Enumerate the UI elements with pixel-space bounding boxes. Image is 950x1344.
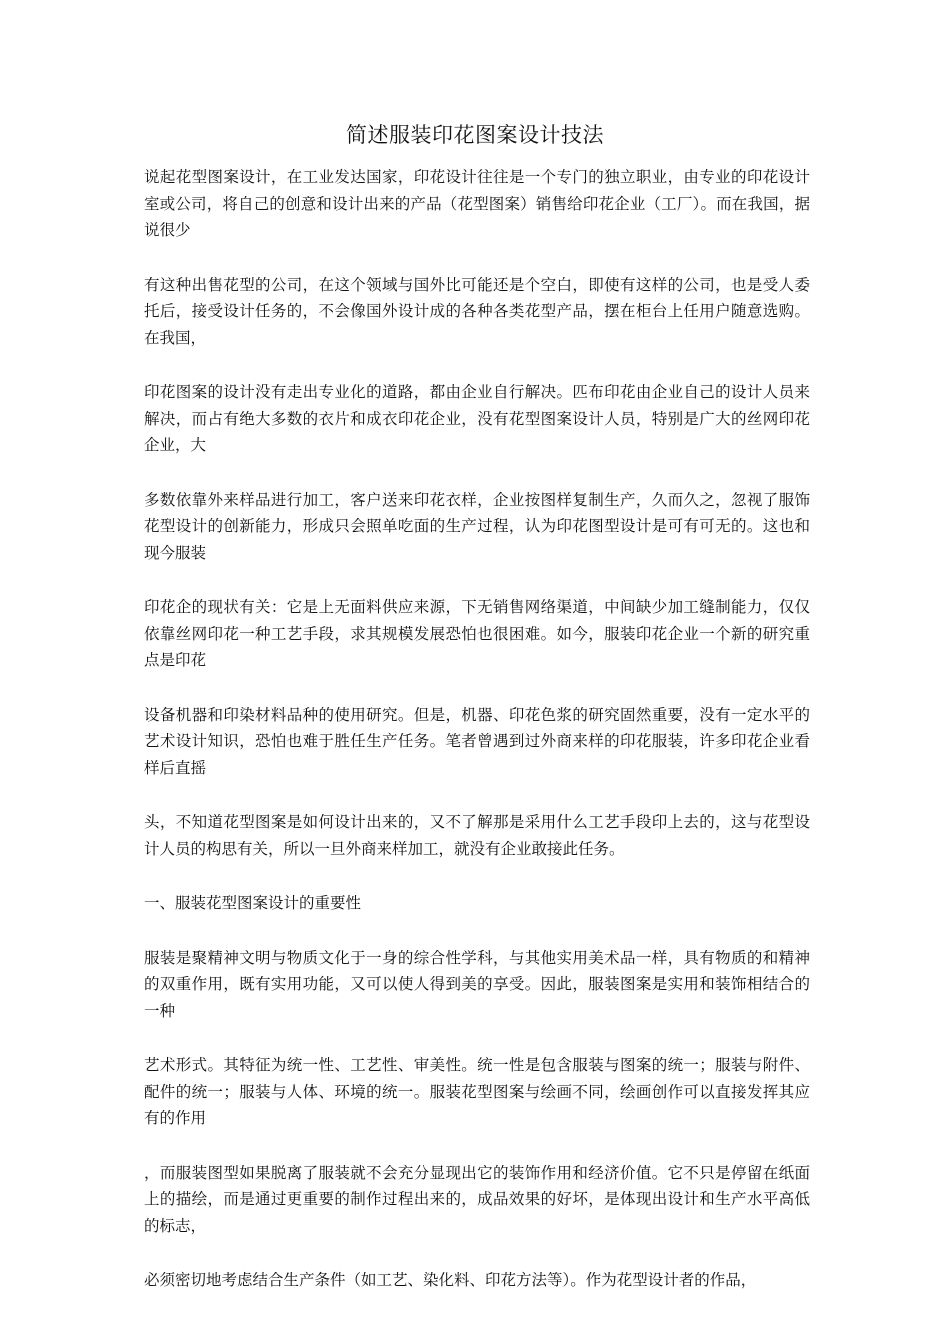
- paragraph: 头，不知道花型图案是如何设计出来的，又不了解那是采用什么工艺手段印上去的，这与花型设计人员的构思有关，所以一旦外商来样加工，就没有企业敢接此任务。: [144, 813, 810, 858]
- paragraph: 印花图案的设计没有走出专业化的道路，都由企业自行解决。匹布印花由企业自己的设计人员来解决，而占有绝大多数的衣片和成衣印花企业，没有花型图案设计人员，特别是广大的丝网印花企业，大: [144, 383, 810, 454]
- paragraph: 艺术形式。其特征为统一性、工艺性、审美性。统一性是包含服装与图案的统一；服装与附件、配件的统一；服装与人体、环境的统一。服装花型图案与绘画不同，绘画创作可以直接发挥其应有的作用: [144, 1056, 810, 1127]
- paragraph: ，而服装图型如果脱离了服装就不会充分显现出它的装饰作用和经济价值。它不只是停留在纸面上的描绘，而是通过更重要的制作过程出来的，成品效果的好坏，是体现出设计和生产水平高低的标志，: [144, 1163, 810, 1235]
- paragraph: 服装是聚精神文明与物质文化于一身的综合性学科，与其他实用美术品一样，具有物质的和精神的双重作用，既有实用功能，又可以使人得到美的享受。因此，服装图案是实用和装饰相结合的一种: [144, 948, 810, 1020]
- document-body: [144, 164, 810, 1322]
- paragraph: 多数依靠外来样品进行加工，客户送来印花衣样，企业按图样复制生产，久而久之，忽视了服饰花型设计的创新能力，形成只会照单吃面的生产过程，认为印花图型设计是可有可无的。这也和现今服装: [144, 490, 810, 562]
- paragraph: 必须密切地考虑结合生产条件（如工艺、染化料、印花方法等）。作为花型设计者的作品，: [144, 1271, 757, 1289]
- paragraph: 印花企的现状有关：它是上无面料供应来源，下无销售网络渠道，中间缺少加工缝制能力，仅仅依靠丝网印花一种工艺手段，求其规模发展恐怕也很困难。如今，服装印花企业一个新的研究重点是印花: [144, 598, 810, 669]
- document-title: 简述服装印花图案设计技法: [346, 123, 604, 147]
- paragraph: 有这种出售花型的公司，在这个领域与国外比可能还是个空白，即使有这样的公司，也是受人委托后，接受设计任务的，不会像国外设计成的各种各类花型产品，摆在柜台上任用户随意选购。在我国，: [144, 275, 810, 347]
- paragraph: 说起花型图案设计，在工业发达国家，印花设计往往是一个专门的独立职业，由专业的印花设计室或公司，将自己的创意和设计出来的产品（花型图案）销售给印花企业（工厂）。而在我国，据说很少: [144, 168, 810, 239]
- paragraph: 设备机器和印染材料品种的使用研究。但是，机器、印花色浆的研究固然重要，没有一定水平的艺术设计知识，恐怕也难于胜任生产任务。笔者曾遇到过外商来样的印花服装，许多印花企业看样后直摇: [144, 705, 810, 777]
- section-heading: 一、服装花型图案设计的重要性: [144, 894, 362, 912]
